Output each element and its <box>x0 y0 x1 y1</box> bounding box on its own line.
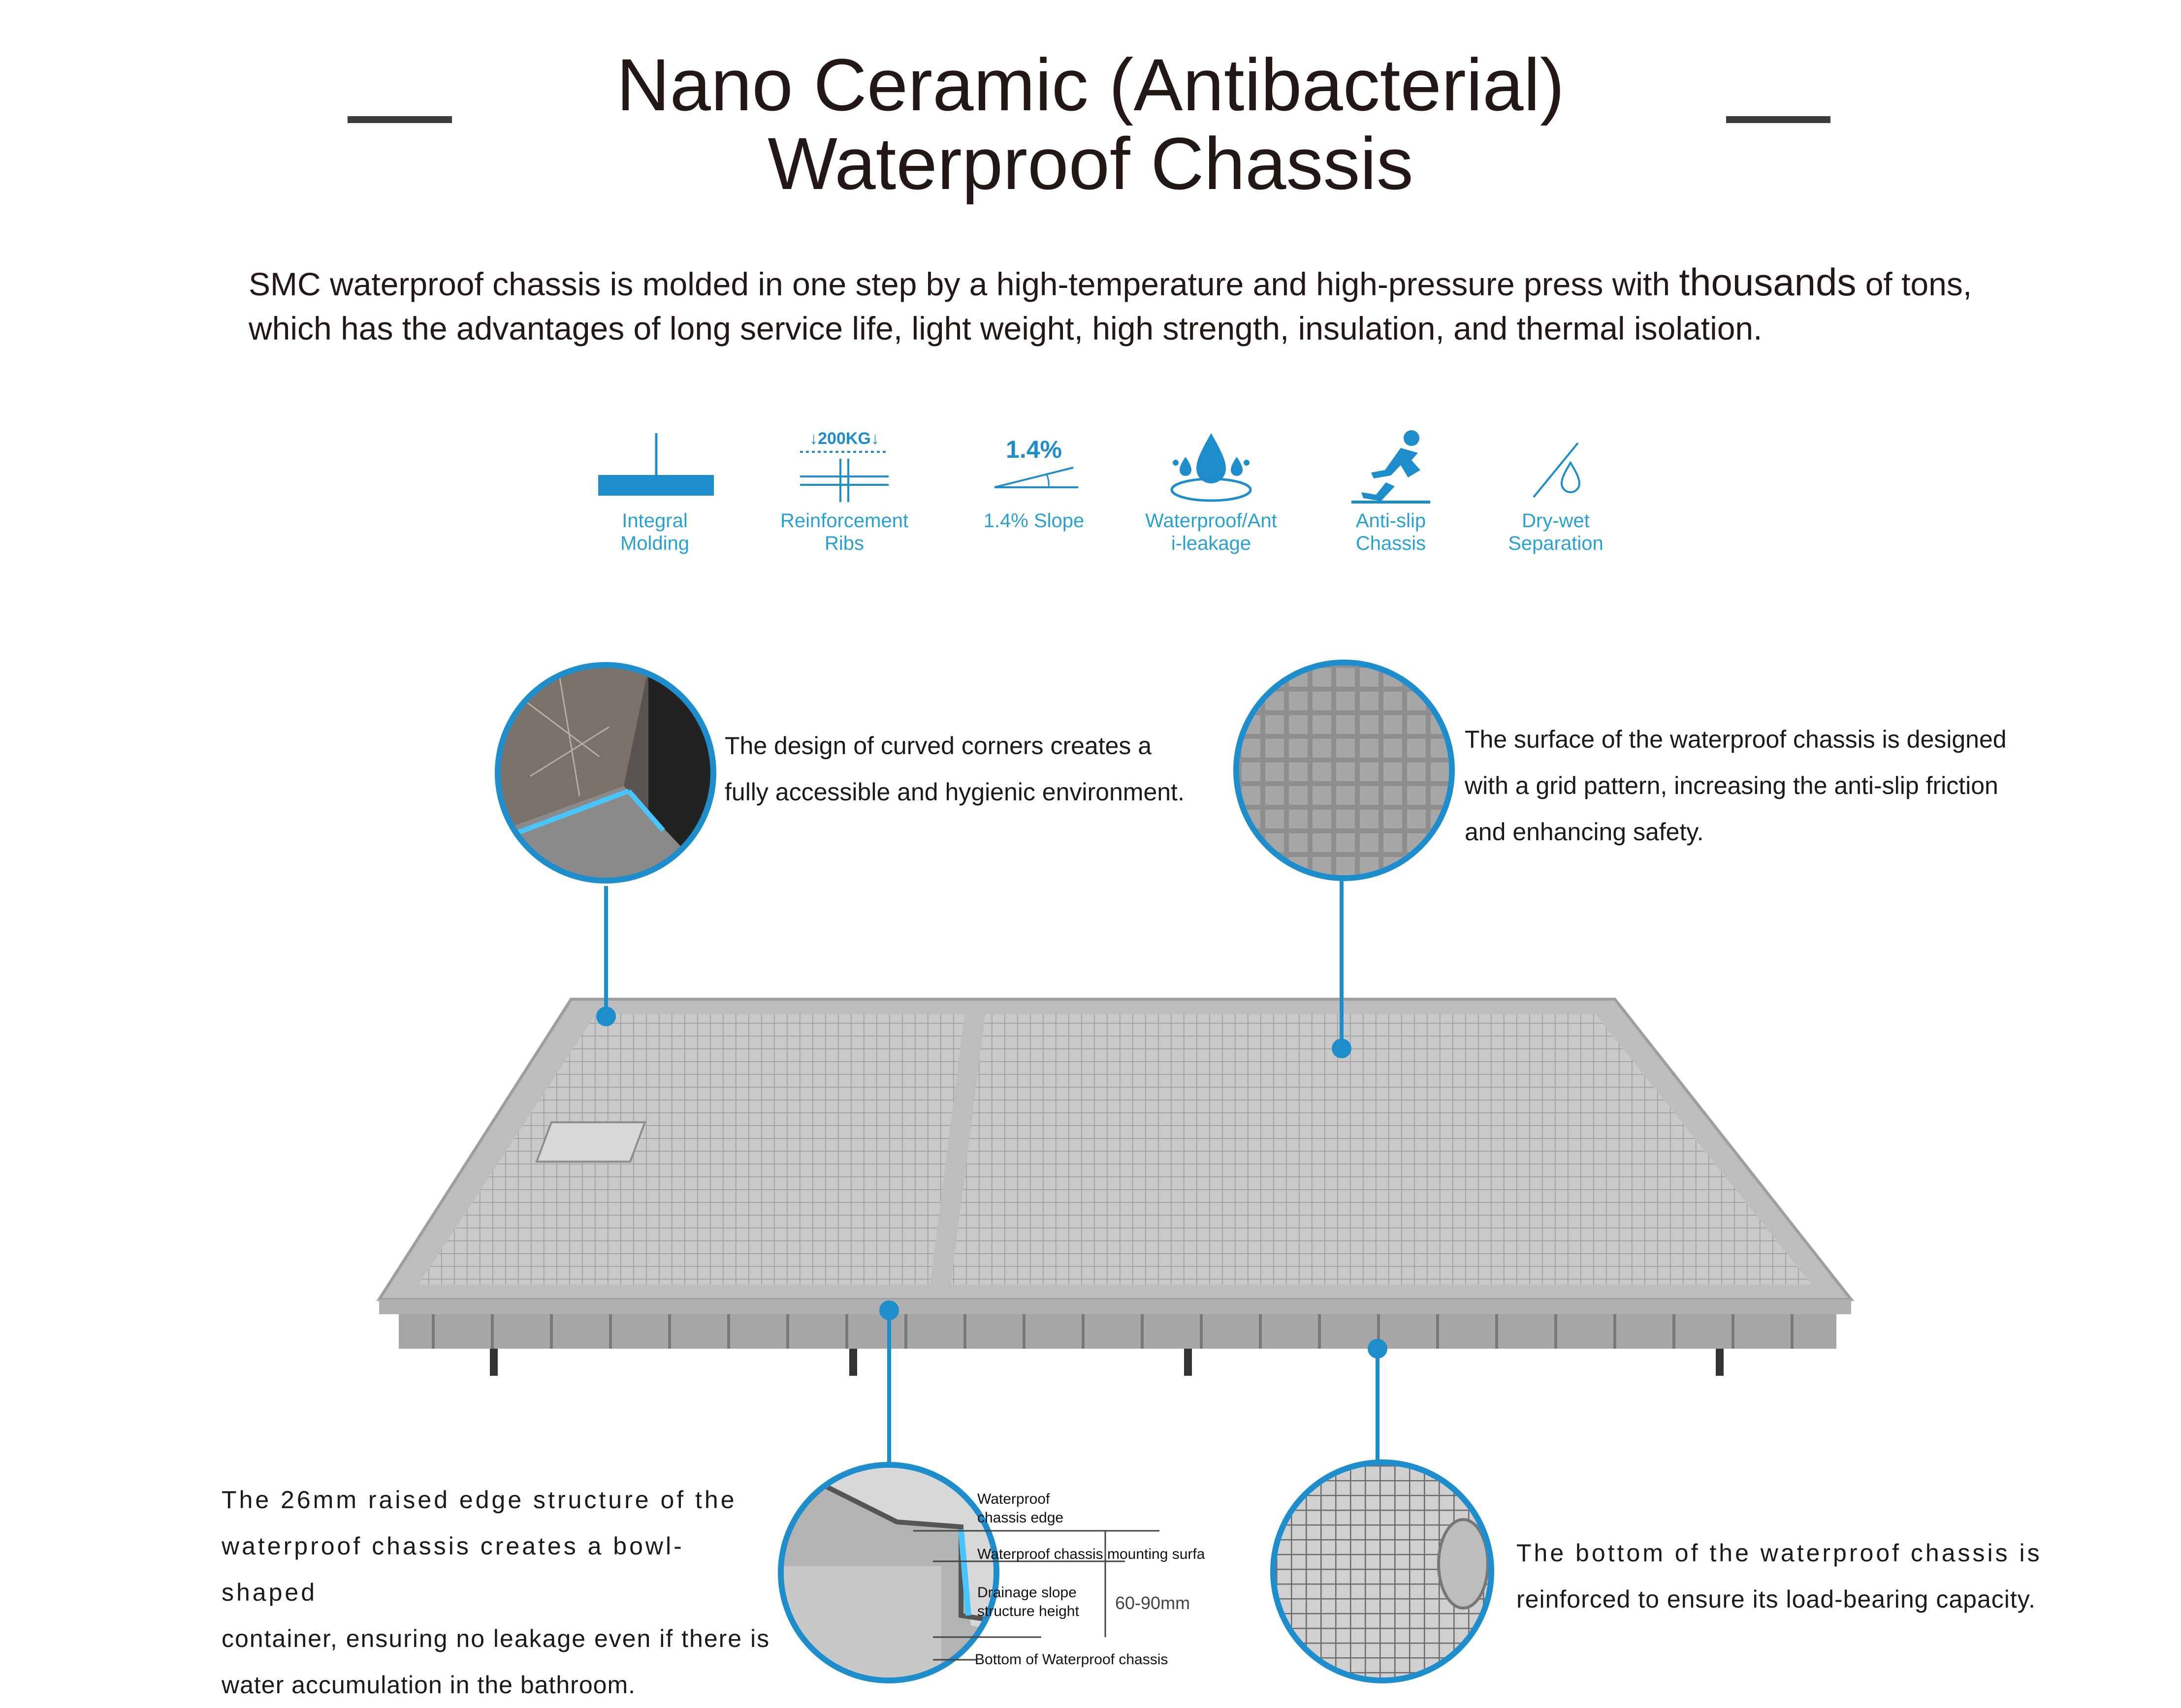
callout-corners-line2: fully accessible and hygienic environment. <box>725 778 1185 806</box>
callout-surface-line2: with a grid pattern, increasing the anti-slip friction <box>1465 772 1998 799</box>
diagram-bottom-label: Bottom of Waterproof chassis <box>975 1651 1168 1668</box>
diagram-height-value: 60-90mm <box>1115 1593 1190 1613</box>
feature-integral-molding <box>566 423 743 555</box>
feature-label-1b: Molding <box>620 533 690 554</box>
slope-icon <box>945 423 1123 507</box>
connector-edge <box>887 1310 891 1478</box>
feature-label-2b: Ribs <box>824 533 865 554</box>
feature-waterproof <box>1123 423 1300 555</box>
feature-row <box>566 423 1699 571</box>
feature-label-4b: i-leakage <box>1171 533 1251 554</box>
diagram-mounting-label: Waterproof chassis mounting surfa <box>977 1546 1205 1562</box>
feature-slope <box>945 423 1123 532</box>
feature-anti-slip <box>1302 423 1479 555</box>
intro-paragraph <box>249 260 2070 350</box>
edge-diagram-labels <box>977 1487 1253 1683</box>
feature-label-4a: Waterproof/Ant <box>1145 510 1277 532</box>
callout-edge-line1: The 26mm raised edge structure of the <box>222 1486 737 1514</box>
feature-label-6a: Dry-wet <box>1522 510 1590 532</box>
callout-surface-line3: and enhancing safety. <box>1465 818 1704 846</box>
diagram-edge-label-2: chassis edge <box>977 1510 1064 1526</box>
waterproof-icon <box>1123 423 1300 507</box>
callout-corners-line1: The design of curved corners creates a <box>725 732 1152 759</box>
callout-bottom-line2: reinforced to ensure its load-bearing capacity. <box>1516 1585 2036 1613</box>
feature-reinforcement-ribs <box>756 423 933 555</box>
connector-surface <box>1340 881 1344 1044</box>
callout-surface-line1: The surface of the waterproof chassis is designed <box>1465 726 2007 753</box>
bottom-detail-image <box>1270 1459 1494 1683</box>
callout-edge-line2: waterproof chassis creates a bowl-shaped <box>222 1532 684 1606</box>
chassis-illustration <box>364 984 1881 1398</box>
anti-slip-icon <box>1302 423 1479 507</box>
integral-molding-icon <box>566 423 743 507</box>
intro-line2: which has the advantages of long service life, light weight, high strength, insulation, and thermal isolation. <box>249 310 1763 347</box>
feature-label-2a: Reinforcement <box>780 510 909 532</box>
connector-dot-surface <box>1332 1039 1351 1058</box>
slope-value-text: 1.4% <box>1006 436 1062 463</box>
callout-edge <box>222 1477 773 1708</box>
page-title-line1: Nano Ceramic (Antibacterial) <box>616 43 1565 126</box>
feature-label-3a: 1.4% Slope <box>983 510 1085 532</box>
callout-corners <box>725 723 1217 815</box>
feature-label-5a: Anti-slip <box>1355 510 1426 532</box>
diagram-edge-label-1: Waterproof <box>977 1491 1050 1507</box>
connector-bottom <box>1376 1349 1379 1467</box>
reinforcement-ribs-icon <box>756 423 933 507</box>
connector-dot-corners <box>596 1007 616 1026</box>
intro-part2: of tons, <box>1856 266 1972 302</box>
feature-label-5b: Chassis <box>1355 533 1426 554</box>
feature-dry-wet <box>1467 423 1644 555</box>
diagram-slope-label-2: structure height <box>977 1603 1079 1619</box>
callout-bottom <box>1516 1530 2107 1622</box>
corner-detail-image <box>495 662 716 884</box>
feature-label-6b: Separation <box>1508 533 1604 554</box>
callout-bottom-line1: The bottom of the waterproof chassis is <box>1516 1539 2042 1567</box>
callout-edge-line3: container, ensuring no leakage even if there is <box>222 1625 770 1652</box>
connector-corners <box>604 886 608 1016</box>
feature-label-1a: Integral <box>622 510 688 532</box>
ribs-load-text: ↓200KG↓ <box>809 429 879 448</box>
surface-detail-image <box>1233 660 1455 881</box>
intro-highlight: thousands <box>1679 260 1857 304</box>
callout-edge-line4: water accumulation in the bathroom. <box>222 1671 636 1699</box>
callout-surface <box>1465 716 2055 855</box>
page-title-line2: Waterproof Chassis <box>768 122 1413 205</box>
intro-part1: SMC waterproof chassis is molded in one step by a high-temperature and high-pressure press with <box>249 266 1679 302</box>
dry-wet-icon <box>1467 423 1644 507</box>
diagram-slope-label-1: Drainage slope <box>977 1584 1077 1601</box>
